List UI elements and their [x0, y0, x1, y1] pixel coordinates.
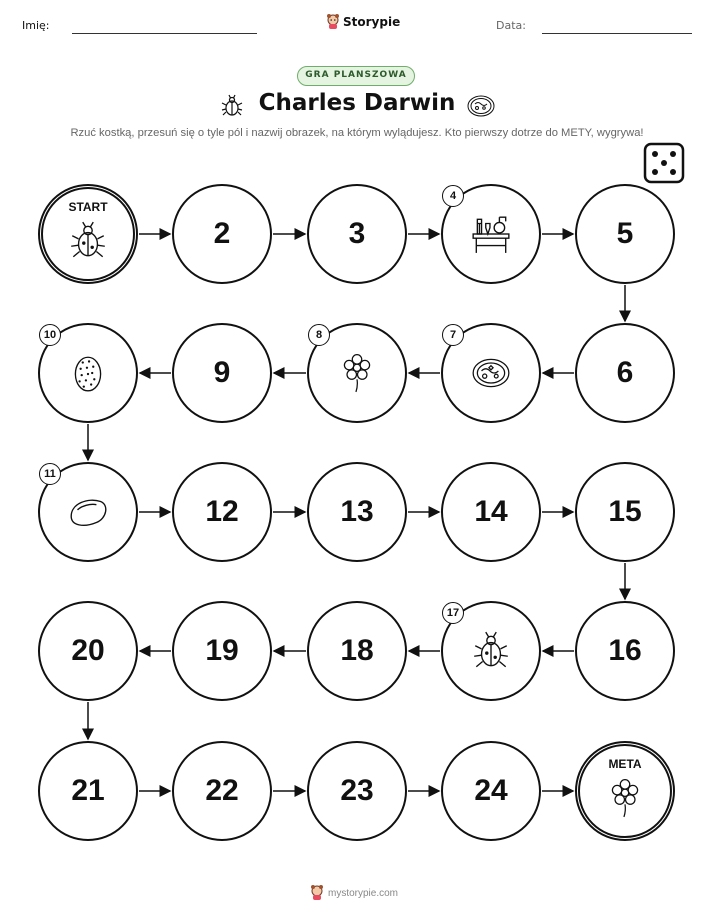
game-type-badge: GRA PLANSZOWA: [297, 66, 415, 86]
fossil-icon: [470, 352, 512, 394]
space-number: 21: [71, 774, 105, 807]
board-space-9[interactable]: [172, 323, 272, 423]
board-space-20[interactable]: [38, 601, 138, 701]
board-space-4[interactable]: [441, 184, 541, 284]
page-title: Charles Darwin: [258, 90, 456, 116]
beetle-icon: [470, 630, 512, 672]
board-space-1[interactable]: [38, 184, 138, 284]
storypie-mascot-icon: [310, 885, 324, 901]
space-number-badge: 4: [442, 185, 464, 207]
start-label: START: [68, 200, 108, 214]
board-space-13[interactable]: [307, 462, 407, 562]
board-space-16[interactable]: [575, 601, 675, 701]
space-number: 19: [205, 634, 239, 667]
board-space-24[interactable]: [441, 741, 541, 841]
board-space-2[interactable]: [172, 184, 272, 284]
meta-label: META: [608, 757, 642, 771]
lab-table-icon: [470, 213, 512, 255]
board-space-5[interactable]: [575, 184, 675, 284]
space-number: 24: [474, 774, 508, 807]
board-space-21[interactable]: [38, 741, 138, 841]
flower-icon: [604, 777, 646, 819]
space-number-badge: 11: [39, 463, 61, 485]
board-space-19[interactable]: [172, 601, 272, 701]
space-number: 14: [474, 495, 508, 528]
board-space-3[interactable]: [307, 184, 407, 284]
board-space-6[interactable]: [575, 323, 675, 423]
board-space-18[interactable]: [307, 601, 407, 701]
board-space-10[interactable]: [38, 323, 138, 423]
board-space-25[interactable]: [575, 741, 675, 841]
space-number: 22: [205, 774, 239, 807]
egg-icon: [67, 352, 109, 394]
board-space-11[interactable]: [38, 462, 138, 562]
space-number: 18: [340, 634, 374, 667]
board-space-17[interactable]: [441, 601, 541, 701]
name-label: Imię:: [22, 19, 50, 32]
space-number: 15: [608, 495, 642, 528]
footer: [310, 885, 398, 901]
space-number: 9: [213, 356, 231, 389]
space-number: 12: [205, 495, 239, 528]
stone-icon: [67, 491, 109, 533]
board-space-23[interactable]: [307, 741, 407, 841]
space-number: 2: [213, 217, 231, 250]
beetle-icon: [67, 220, 109, 262]
space-number: 23: [340, 774, 374, 807]
space-number-badge: 7: [442, 324, 464, 346]
instructions: Rzuć kostką, przesuń się o tyle pól i nazwij obrazek, na którym wylądujesz. Kto pierwszy dotrze do METY, wygrywa!: [70, 127, 644, 139]
space-number: 3: [348, 217, 366, 250]
board-space-15[interactable]: [575, 462, 675, 562]
date-label: Data:: [496, 19, 526, 32]
board-space-8[interactable]: [307, 323, 407, 423]
board-space-22[interactable]: [172, 741, 272, 841]
space-number: 16: [608, 634, 642, 667]
board-space-12[interactable]: [172, 462, 272, 562]
space-number: 6: [616, 356, 634, 389]
board-space-7[interactable]: [441, 323, 541, 423]
brand-name: Storypie: [343, 15, 401, 29]
space-number: 20: [71, 634, 105, 667]
space-number-badge: 8: [308, 324, 330, 346]
space-number: 13: [340, 495, 374, 528]
space-number: 5: [616, 217, 634, 250]
space-number-badge: 17: [442, 602, 464, 624]
board-space-14[interactable]: [441, 462, 541, 562]
space-number-badge: 10: [39, 324, 61, 346]
footer-url[interactable]: mystorypie.com: [328, 887, 399, 899]
flower-icon: [336, 352, 378, 394]
